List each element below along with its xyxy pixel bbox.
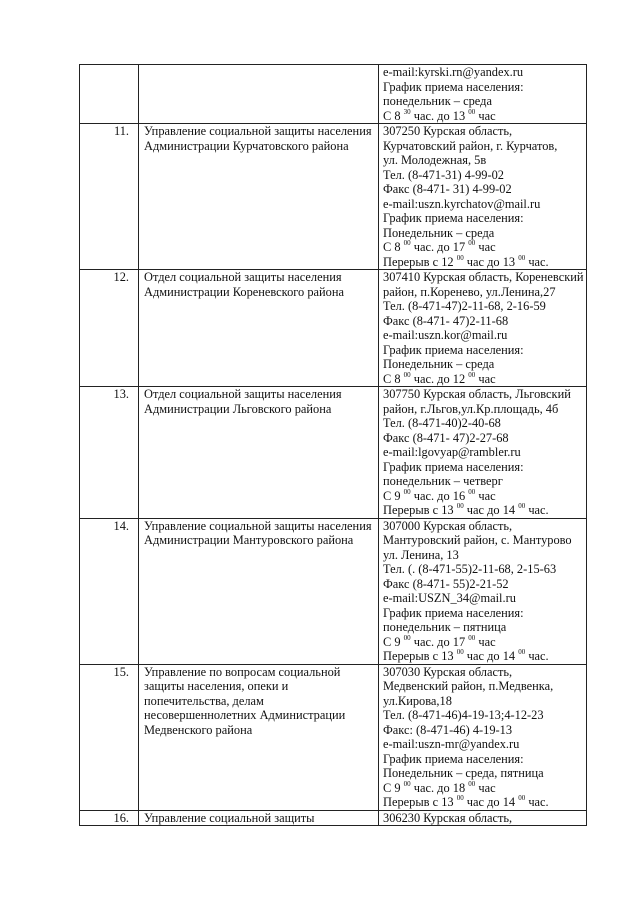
organization-name: Управление социальной защиты населения Администрации Курчатовского района: [139, 124, 379, 270]
contact-line: Перерыв с 13 $^{00}$ час до 14 $^{00}$ час.: [383, 648, 549, 663]
contact-line: e-mail:lgovyap@rambler.ru: [383, 445, 521, 459]
contact-line: e-mail:uszn.kor@mail.ru: [383, 328, 508, 342]
organization-name: Управление социальной защиты населения Администрации Мантуровского района: [139, 518, 379, 664]
contact-line: e-mail:USZN_34@mail.ru: [383, 591, 516, 605]
contact-line: понедельник – четверг: [383, 474, 503, 488]
contact-line: район, п.Коренево, ул.Ленина,27: [383, 284, 556, 299]
contact-line: 307000 Курская область,: [383, 518, 513, 533]
organization-name: Управление по вопросам социальной защиты населения, опеки и попечительства, делам несовершеннолетних Администрации Медвенского района: [139, 664, 379, 810]
organization-name: Отдел социальной защиты населения Администрации Льговского района: [139, 387, 379, 519]
row-number: [80, 65, 139, 124]
table-row: [80, 387, 587, 519]
contacts-table: [79, 64, 587, 826]
contact-info: [379, 124, 587, 270]
contact-line: 307750 Курская область, Льговский: [383, 387, 571, 401]
contact-line: понедельник – среда: [383, 94, 492, 108]
row-number: 11.: [80, 124, 139, 270]
table-row: [80, 810, 587, 826]
contact-line: Понедельник – среда: [383, 357, 495, 371]
contact-line: ул. Ленина, 13: [383, 547, 459, 562]
contact-info: [379, 810, 587, 826]
row-number: 15.: [80, 664, 139, 810]
row-number: 13.: [80, 387, 139, 519]
contact-line: e-mail:uszn.kyrchatov@mail.ru: [383, 196, 541, 211]
row-number: 12.: [80, 270, 139, 387]
contact-line: Перерыв с 12 $^{00}$ час до 13 $^{00}$ час.: [383, 253, 549, 269]
contact-line: 307250 Курская область,: [383, 124, 513, 138]
contact-line: 306230 Курская область,: [383, 810, 513, 825]
contact-line: График приема населения:: [383, 459, 524, 474]
table-row: [80, 65, 587, 124]
contact-info: [379, 387, 587, 519]
organization-name: Отдел социальной защиты населения Администрации Кореневского района: [139, 270, 379, 387]
contact-line: С 8 $^{30}$ час. до 13 $^{00}$ час: [383, 107, 496, 123]
contact-line: График приема населения:: [383, 79, 524, 94]
row-number: 16.: [80, 810, 139, 826]
contact-line: Факс (8-471- 55)2-21-52: [383, 576, 509, 591]
contact-line: понедельник – пятница: [383, 620, 507, 634]
contact-line: График приема населения:: [383, 342, 524, 357]
contact-line: График приема населения:: [383, 211, 524, 225]
contact-line: Факс (8-471- 31) 4-99-02: [383, 182, 512, 196]
table-row: [80, 664, 587, 810]
organization-name: [139, 65, 379, 124]
contact-info: [379, 664, 587, 810]
contact-line: Курчатовский район, г. Курчатов,: [383, 138, 558, 153]
table-body: [80, 65, 587, 826]
contact-line: С 8 $^{00}$ час. до 12 $^{00}$ час: [383, 370, 496, 386]
contact-info: [379, 270, 587, 387]
contact-line: район, г.Льгов,ул.Кр.площадь, 4б: [383, 401, 559, 416]
contact-line: Тел. (. (8-471-55)2-11-68, 2-15-63: [383, 562, 557, 576]
table-row: [80, 270, 587, 387]
row-number: 14.: [80, 518, 139, 664]
contact-line: Факс: (8-471-46) 4-19-13: [383, 722, 513, 737]
contact-line: ул.Кирова,18: [383, 693, 452, 708]
contact-line: Медвенский район, п.Медвенка,: [383, 679, 554, 693]
contact-line: 307030 Курская область,: [383, 664, 513, 679]
contact-line: ул. Молодежная, 5в: [383, 153, 487, 167]
contact-line: Перерыв с 13 $^{00}$ час до 14 $^{00}$ час.: [383, 502, 549, 517]
contact-line: Тел. (8-471-40)2-40-68: [383, 416, 501, 430]
contact-line: Перерыв с 13 $^{00}$ час до 14 $^{00}$ час.: [383, 794, 549, 809]
contact-line: Тел. (8-471-47)2-11-68, 2-16-59: [383, 299, 546, 313]
contact-line: Тел. (8-471-46)4-19-13;4-12-23: [383, 708, 544, 722]
contact-line: С 9 $^{00}$ час. до 16 $^{00}$ час: [383, 487, 496, 503]
contact-line: Тел. (8-471-31) 4-99-02: [383, 167, 504, 182]
contact-info: [379, 65, 587, 124]
contact-line: Мантуровский район, с. Мантурово: [383, 533, 572, 547]
contact-line: График приема населения:: [383, 751, 524, 766]
contact-line: e-mail:uszn-mr@yandex.ru: [383, 737, 520, 751]
contact-line: С 9 $^{00}$ час. до 18 $^{00}$ час: [383, 779, 496, 795]
table-row: [80, 518, 587, 664]
contact-line: Факс (8-471- 47)2-27-68: [383, 430, 509, 445]
contact-line: График приема населения:: [383, 605, 524, 620]
contact-info: [379, 518, 587, 664]
contact-line: Понедельник – среда, пятница: [383, 766, 544, 780]
organization-name: Управление социальной защиты: [139, 810, 379, 826]
contact-line: С 9 $^{00}$ час. до 17 $^{00}$ час: [383, 633, 496, 649]
contact-line: 307410 Курская область, Кореневский: [383, 270, 584, 284]
contact-line: Факс (8-471- 47)2-11-68: [383, 313, 509, 328]
table-row: [80, 124, 587, 270]
contact-line: Понедельник – среда: [383, 225, 495, 240]
contact-line: С 8 $^{00}$ час. до 17 $^{00}$ час: [383, 239, 496, 254]
contact-line: e-mail:kyrski.rn@yandex.ru: [383, 65, 524, 79]
